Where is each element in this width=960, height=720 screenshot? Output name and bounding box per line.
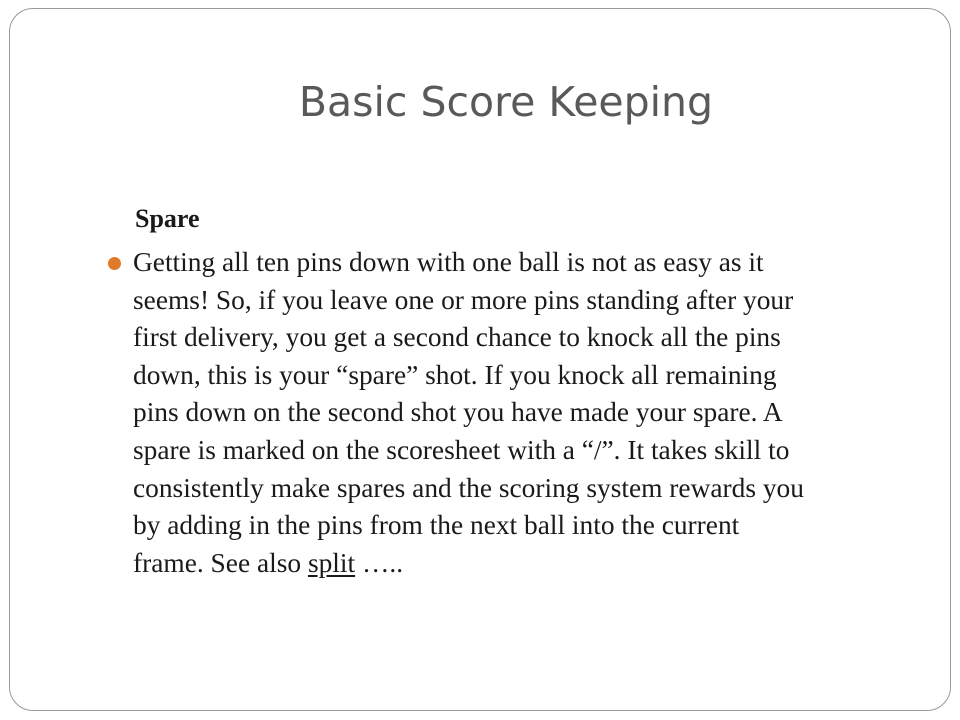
last-line-suffix: ….. <box>355 547 404 578</box>
subheading: Spare <box>135 204 200 233</box>
bullet-line: first delivery, you get a second chance to knock all the pins <box>133 322 781 353</box>
bullet-text <box>133 244 908 582</box>
split-link[interactable]: split <box>307 547 356 578</box>
bullet-line: seems! So, if you leave one or more pins standing after your <box>133 284 794 315</box>
bullet-item <box>108 244 908 582</box>
bullet-line: by adding in the pins from the next ball into the current <box>133 510 740 541</box>
bullet-icon <box>108 257 121 270</box>
slide-title: Basic Score Keeping <box>298 78 714 126</box>
bullet-line: consistently make spares and the scoring system rewards you <box>133 472 804 503</box>
last-line-prefix: frame. See also <box>133 547 308 578</box>
bullet-line: pins down on the second shot you have made your spare. A <box>133 397 783 428</box>
bullet-line: Getting all ten pins down with one ball is not as easy as it <box>133 247 764 277</box>
bullet-last-line <box>133 545 908 583</box>
bullet-line: spare is marked on the scoresheet with a “/”. It takes skill to <box>133 434 790 465</box>
bullet-line: down, this is your “spare” shot. If you knock all remaining <box>133 359 777 390</box>
